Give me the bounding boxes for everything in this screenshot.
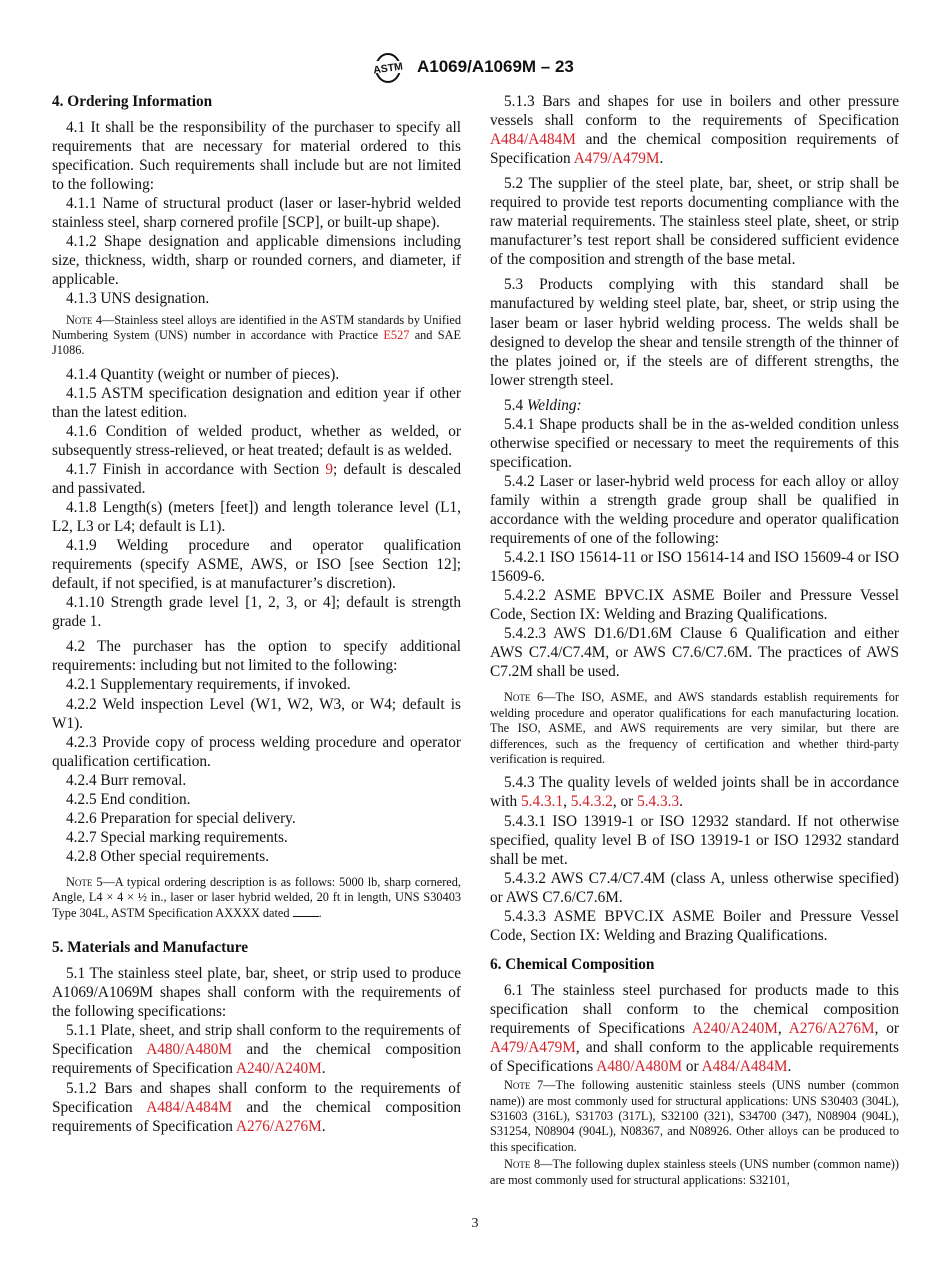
link-5-4-3-1[interactable]: 5.4.3.1: [521, 793, 564, 811]
note-5-label: Note 5: [66, 874, 103, 889]
paragraph-5-4-2-1: 5.4.2.1 ISO 15614-11 or ISO 15614-14 and ISO 15609-4 or ISO 15609-6.: [490, 549, 899, 586]
right-column: [490, 92, 899, 1194]
paragraph-4-1-7-text-b: ; default is descaled and passivated.: [52, 460, 461, 498]
paragraph-5-2: 5.2 The supplier of the steel plate, bar, sheet, or strip shall be required to provide test reports documenting compliance with the raw material requirements. The stainless steel plate, sheet, or strip manufacturer’s test report shall be considered sufficient evidence of the composition and strength of the base metal.: [490, 175, 899, 269]
paragraph-4-2: 4.2 The purchaser has the option to specify additional requirements: including but not limited to the following:: [52, 638, 461, 675]
paragraph-5-4-1: 5.4.1 Shape products shall be in the as-welded condition unless otherwise specified or necessary to meet the requirements of this specification.: [490, 415, 899, 471]
page-header: [0, 52, 950, 86]
paragraph-5-4-num: 5.4: [504, 396, 527, 414]
paragraph-5-4-title: Welding:: [526, 396, 582, 414]
note-4-text-b: and SAE J1086.: [52, 327, 461, 358]
paragraph-4-2-8: 4.2.8 Other special requirements.: [66, 847, 270, 865]
note-6: [490, 690, 899, 767]
paragraph-6-1: [490, 981, 899, 1076]
paragraph-4-1-7: [52, 460, 461, 498]
paragraph-4-1-3: 4.1.3 UNS designation.: [66, 290, 210, 308]
paragraph-5-1-3-text-c: .: [659, 150, 664, 168]
paragraph-5-3: 5.3 Products complying with this standard shall be manufactured by welding steel plate, bar, sheet, or strip using the laser beam or laser hybrid welding process. The welds shall be designed to develop the shear and tensile strength of the thinner of the plates joined or, if the steels are of different strengths, the lower strength steel.: [490, 276, 899, 389]
paragraph-4-2-7: 4.2.7 Special marking requirements.: [66, 828, 288, 846]
paragraph-5-4-3-2: 5.4.3.2 AWS C7.4/C7.4M (class A, unless otherwise specified) or AWS C7.6/C7.6M.: [490, 869, 899, 906]
left-column: [52, 92, 461, 1136]
paragraph-4-1-10: 4.1.10 Strength grade level [1, 2, 3, or 4]; default is strength grade 1.: [52, 594, 461, 631]
link-a240-b[interactable]: A240/A240M: [692, 1020, 778, 1037]
paragraph-5-1-2-text-a: 5.1.2 Bars and shapes shall conform to the requirements of Specification: [52, 1079, 461, 1116]
note-7: [490, 1078, 899, 1155]
paragraph-4-2-3: 4.2.3 Provide copy of process welding procedure and operator qualification certification.: [52, 733, 461, 770]
paragraph-5-4: [490, 396, 899, 415]
paragraph-4-2-1: 4.2.1 Supplementary requirements, if invoked.: [66, 676, 351, 694]
paragraph-5-1: 5.1 The stainless steel plate, bar, sheet, or strip used to produce A1069/A1069M shapes shall conform with the requirements of the following specifications:: [52, 965, 461, 1021]
link-5-4-3-2[interactable]: 5.4.3.2: [570, 793, 613, 811]
paragraph-6-1-text-a: 6.1 The stainless steel purchased for products made to this specification shall conform to the chemical composition requirements of Specifications: [490, 981, 899, 1037]
paragraph-5-4-3-1: 5.4.3.1 ISO 13919-1 or ISO 12932 standard. If not otherwise specified, quality level B of ISO 13919-1 or ISO 12932 standard shall be met.: [490, 812, 899, 868]
paragraph-5-1-1-text-a: 5.1.1 Plate, sheet, and strip shall conform to the requirements of Specification: [52, 1022, 461, 1059]
page-number: 3: [471, 1216, 479, 1231]
paragraph-5-1-2-text-b: and the chemical composition requirements of Specification: [52, 1098, 461, 1135]
paragraph-4-2-6: 4.2.6 Preparation for special delivery.: [66, 809, 296, 827]
paragraph-5-4-3-text-a: 5.4.3 The quality levels of welded joints shall be in accordance with: [490, 774, 899, 811]
note-4-text-a: —Stainless steel alloys are identified in the ASTM standards by Unified Numbering System (UNS) number in accordance with Practice: [52, 312, 461, 342]
note-8-text: —The following duplex stainless steels (UNS number (common name)) are most commonly used for structural applications: S32101,: [490, 1157, 899, 1187]
link-a480[interactable]: A480/A480M: [146, 1041, 233, 1059]
paragraph-4-2-5: 4.2.5 End condition.: [66, 790, 191, 808]
paragraph-5-4-3-sep-1: ,: [563, 793, 571, 811]
astm-logo-icon: [369, 52, 409, 84]
paragraph-6-1-end: .: [787, 1058, 792, 1076]
link-a480-b[interactable]: A480/A480M: [596, 1058, 683, 1076]
paragraph-5-4-2-2: 5.4.2.2 ASME BPVC.IX ASME Boiler and Pressure Vessel Code, Section IX: Welding and Brazing Qualifications.: [490, 587, 899, 624]
paragraph-4-1-2: 4.1.2 Shape designation and applicable dimensions including size, thickness, width, sharp or rounded corners, and diameter, if applicable.: [52, 233, 461, 289]
paragraph-5-4-2-3: 5.4.2.3 AWS D1.6/D1.6M Clause 6 Qualification and either AWS C7.4/C7.4M, or AWS C7.6/C7.6M. The practices of AWS C7.2M shall be used.: [490, 625, 899, 681]
link-a276-b[interactable]: A276/A276M: [788, 1020, 875, 1037]
paragraph-4-1: 4.1 It shall be the responsibility of the purchaser to specify all requirements that are necessary for material ordered to this specification. Such requirements shall include but are not limited to the following:: [52, 119, 461, 194]
section-5-title: 5. Materials and Manufacture: [52, 939, 249, 957]
paragraph-6-1-text-b: , and shall conform to the applicable requirements of Specifications: [490, 1039, 899, 1076]
paragraph-5-4-3-end: .: [679, 793, 683, 811]
note-7-label: Note 7: [504, 1078, 544, 1093]
paragraph-5-1-1: [52, 1021, 461, 1078]
note-4: [52, 313, 461, 359]
section-6-title: 6. Chemical Composition: [490, 955, 655, 973]
link-a484[interactable]: A484/A484M: [146, 1098, 233, 1116]
paragraph-5-4-3-sep-2: , or: [612, 793, 638, 811]
paragraph-5-1-3-text-b: and the chemical composition requirements of Specification: [490, 131, 899, 168]
note-8-label: Note 8: [504, 1157, 541, 1172]
link-a240[interactable]: A240/A240M: [235, 1060, 322, 1078]
paragraph-5-4-3-3: 5.4.3.3 ASME BPVC.IX ASME Boiler and Pressure Vessel Code, Section IX: Welding and Brazing Qualifications.: [490, 907, 899, 944]
paragraph-4-1-7-text-a: 4.1.7 Finish in accordance with Section: [66, 460, 326, 478]
date-blank: [293, 906, 319, 917]
paragraph-4-2-2: 4.2.2 Weld inspection Level (W1, W2, W3, or W4; default is W1).: [52, 695, 461, 732]
paragraph-5-1-3: [490, 92, 899, 168]
paragraph-5-1-1-text-b: and the chemical composition requirements of Specification: [52, 1041, 461, 1078]
link-a479[interactable]: A479/A479M: [573, 150, 660, 168]
paragraph-4-1-4: 4.1.4 Quantity (weight or number of pieces).: [66, 365, 340, 383]
paragraph-5-1-1-text-c: .: [321, 1060, 326, 1078]
paragraph-6-1-sep-1: ,: [777, 1020, 789, 1037]
note-8: [490, 1157, 899, 1188]
link-section-9[interactable]: 9: [325, 460, 334, 478]
note-5-text: —A typical ordering description is as follows: 5000 lb, sharp cornered, Angle, L4 × 4 × ½ in., laser or laser hybrid welded, 20 ft in length, UNS S30403 Type 304L, ASTM Specification AXXXX dated: [52, 874, 461, 920]
link-a276[interactable]: A276/A276M: [235, 1117, 322, 1135]
astm-logo-text: ASTM: [372, 60, 404, 77]
paragraph-5-4-2: 5.4.2 Laser or laser-hybrid weld process for each alloy or alloy family within a strength grade group shall be qualified in accordance with the welding procedure and operator qualification requirements of one of the following:: [490, 472, 899, 548]
paragraph-5-1-2: [52, 1079, 461, 1136]
paragraph-4-1-9: 4.1.9 Welding procedure and operator qualification requirements (specify ASME, AWS, or ISO [see Section 12]; default, if not specified, is at manufacturer’s discretion).: [52, 537, 461, 593]
note-5: [52, 875, 461, 921]
paragraph-4-1-6: 4.1.6 Condition of welded product, whether as welded, or subsequently stress-relieved, or heat treated; default is as welded.: [52, 422, 461, 459]
note-7-text: —The following austenitic stainless steels (UNS number (common name)) are most commonly used for structural applications: UNS S30403 (304L), S31603 (316L), S31703 (317L), S32100 (321), S34700 (347), N08904 (904L), S31254, N08904 (904L), N08367, and N08926. Other alloys can be produced to this specification.: [490, 1078, 899, 1154]
section-4-title: 4. Ordering Information: [52, 93, 213, 110]
document-code: A1069/A1069M – 23: [417, 57, 574, 76]
paragraph-4-2-4: 4.2.4 Burr removal.: [66, 771, 187, 789]
paragraph-4-1-1: 4.1.1 Name of structural product (laser or laser-hybrid welded stainless steel, sharp cornered profile [SCP], or built-up shape).: [52, 195, 461, 232]
paragraph-5-1-3-text-a: 5.1.3 Bars and shapes for use in boilers and other pressure vessels shall conform to the requirements of Specification: [490, 93, 899, 130]
link-a484-c[interactable]: A484/A484M: [701, 1058, 788, 1076]
link-5-4-3-3[interactable]: 5.4.3.3: [637, 793, 680, 811]
link-a484-b[interactable]: A484/A484M: [490, 131, 576, 149]
paragraph-5-1-2-text-c: .: [321, 1117, 326, 1135]
note-6-label: Note 6: [504, 690, 544, 705]
note-6-text: —The ISO, ASME, and AWS standards establish requirements for welding procedure and operator qualifications for each manufacturing location. The ISO, ASME, and AWS requirements are very similar, but there are differences, such as the frequency of certification and whether third-party verification is required.: [490, 690, 899, 767]
link-e527[interactable]: E527: [383, 327, 410, 342]
link-a479-b[interactable]: A479/A479M: [490, 1039, 576, 1057]
paragraph-5-4-3: [490, 773, 899, 811]
note-4-label: Note 4: [66, 312, 102, 327]
paragraph-6-1-sep-2: , or: [874, 1020, 899, 1037]
paragraph-6-1-sep-3: or: [682, 1058, 702, 1076]
paragraph-4-1-5: 4.1.5 ASTM specification designation and edition year if other than the latest edition.: [52, 384, 461, 421]
note-5-end: .: [318, 905, 322, 920]
paragraph-4-1-8: 4.1.8 Length(s) (meters [feet]) and length tolerance level (L1, L2, L3 or L4; default is L1).: [52, 499, 461, 536]
